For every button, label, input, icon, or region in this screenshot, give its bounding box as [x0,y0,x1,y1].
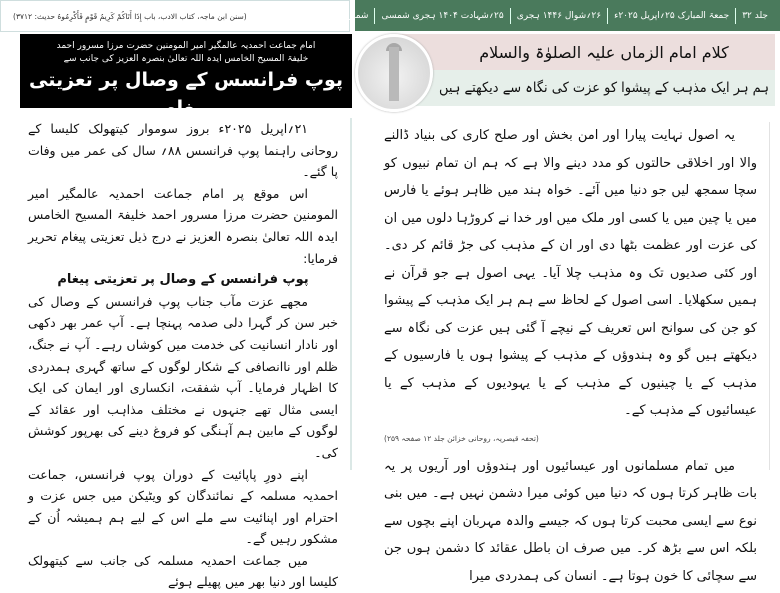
hadith-citation: (سنن ابن ماجہ، کتاب الادب، باب إِذَا أَتَاكُمْ كَرِيمُ قَوْمٍ فَأَكْرِمُوهُ حدیث: ۳۷۱۲) [13,11,247,21]
quote-paragraph: میں تمام مسلمانوں اور عیسائیوں اور ہندوؤں اور آریوں پر یہ بات ظاہر کرتا ہوں کہ دنیا میں کوئی میرا دشمن نہیں ہے۔ میں بنی نوع سے ایسی محبت کرتا ہوں کہ جیسے والدہ مہربان اپنے بچوں سے بلکہ اس سے بڑھ کر۔ میں صرف ان باطل عقائد کا دشمن ہوں جن سے سچائی کا خون ہوتا ہے۔ انسان کی ہمدردی میرا [384,458,757,584]
hijri-shamsi-date: ۲۵؍شہادت ۱۴۰۴ ہجری شمسی [381,10,504,21]
hijri-qamari-date: ۲۶؍شوال ۱۴۴۶ ہجری [516,10,602,21]
quote-body [380,122,770,584]
volume-number: جلد ۳۲ [742,10,768,21]
divider [510,8,511,24]
divider [607,8,608,24]
gregorian-date: جمعۃ المبارک ۲۵؍اپریل ۲۰۲۵ء [614,10,730,21]
condolence-banner [20,34,352,119]
divider [735,8,736,24]
minaret-emblem-icon [355,34,433,112]
article-paragraph: مجھے عزت مآب جناب پوپ فرانسس کے وصال کی خبر سن کر گہرا دلی صدمہ پہنچا ہے۔ آپ عمر بھر دکھی اور نادار انسانیت کی خدمت میں کوشاں رہے۔ آپ نے جنگ، ظلم اور ناانصافی کے شکار لوگوں کے ساتھ گہری ہمدردی کا اظہار فرمایا۔ آپ شفقت، انکساری اور ایمان کی ایک ایسی مثال تھے جنہوں نے مختلف مذاہب اور عقائد کے لوگوں کے مابین ہم آہنگی کو فروغ دینے کی بھرپور کوشش کی۔ [28,293,338,460]
quote-section-subtitle-band [395,70,775,106]
quote-paragraph: یہ اصول نہایت پیارا اور امن بخش اور صلح کاری کی بنیاد ڈالنے والا اور اخلاقی حالتوں کو مدد دینے والا ہے کہ ہم ان تمام نبیوں کو سچا سمجھ لیں جو دنیا میں آئے۔ خواہ ہند میں ظاہر ہوئے یا فارس میں یا چین میں یا کسی اور ملک میں اور خدا نے کروڑہا دلوں میں ان کی عزت اور عظمت بٹھا دی اور ان کے مذہب کی جڑ قائم کر دی۔ اور کئی صدیوں تک وہ مذہب چلا آیا۔ یہی اصول ہے جو قرآن نے ہمیں سکھلایا۔ اسی اصول کے لحاظ سے ہم ہر ایک مذہب کے پیشوا کو جن کی سوانح اس تعریف کے نیچے آ گئی ہیں عزت کی نگاہ سے دیکھتے ہیں گو وہ ہندوؤں کے مذہب کے پیشوا ہوں یا فارسیوں کے مذہب کے یا چینیوں کے مذہب کے یا یہودیوں کے مذہب کے یا عیسائیوں کے مذہب کے۔ [384,128,757,418]
quote-title-area [355,34,775,106]
article-paragraph: اپنے دورِ پاپائیت کے دوران پوپ فرانسس، جماعت احمدیہ مسلمہ کے نمائندگان کو ویٹیکن میں جس عزت و احترام اور اپنائیت سے ملے اس کے لیے ہم ہمیشہ اُن کے مشکور رہیں گے۔ [28,466,338,547]
article-paragraph: میں جماعت احمدیہ مسلمہ کی جانب سے کیتھولک کلیسا اور دنیا بھر میں پھیلے ہوئے [28,552,338,590]
banner-headline: پوپ فرانسس کے وصال پر تعزیتی پیغام [28,69,344,119]
issue-number: شمارہ ۹۸ [330,10,369,21]
quote-section-title: کلام امام الزماں علیہ الصلوٰۃ والسلام [479,42,729,62]
quote-section-subtitle: ہم ہر ایک مذہب کے پیشوا کو عزت کی نگاہ سے دیکھتے ہیں [439,80,769,96]
quote-reference: (تحفہ قیصریہ، روحانی خزائن جلد ۱۲ صفحہ ۲۵۹) [384,433,539,443]
article-paragraph: اس موقع پر امام جماعت احمدیہ عالمگیر امیر المومنین حضرت مرزا مسرور احمد خلیفۃ المسیح الخامس ایدہ اللہ تعالیٰ بنصرہ العزیز نے درج ذیل تعزیتی پیغام تحریر فرمایا: [28,185,338,266]
divider [374,8,375,24]
banner-line-2: خلیفۃ المسیح الخامس ایدہ اللہ تعالیٰ بنصرہ العزیز کی جانب سے [63,54,309,64]
minaret-tower [389,47,399,101]
masthead-date-bar [330,0,780,31]
condolence-article [20,118,352,590]
banner-line-1: امام جماعت احمدیہ عالمگیر امیر المومنین حضرت مرزا مسرور احمد [56,41,316,51]
article-paragraph: ۲۱؍اپریل ۲۰۲۵ء بروز سوموار کیتھولک کلیسا کے روحانی راہنما پوپ فرانسس ۸۸؍ سال کی عمر میں وفات پا گئے۔ [28,121,339,180]
hadith-citation-box [0,0,350,32]
article-subheading: پوپ فرانسس کے وصال پر تعزیتی پیغام [57,272,309,288]
quote-section-title-band [395,34,775,70]
